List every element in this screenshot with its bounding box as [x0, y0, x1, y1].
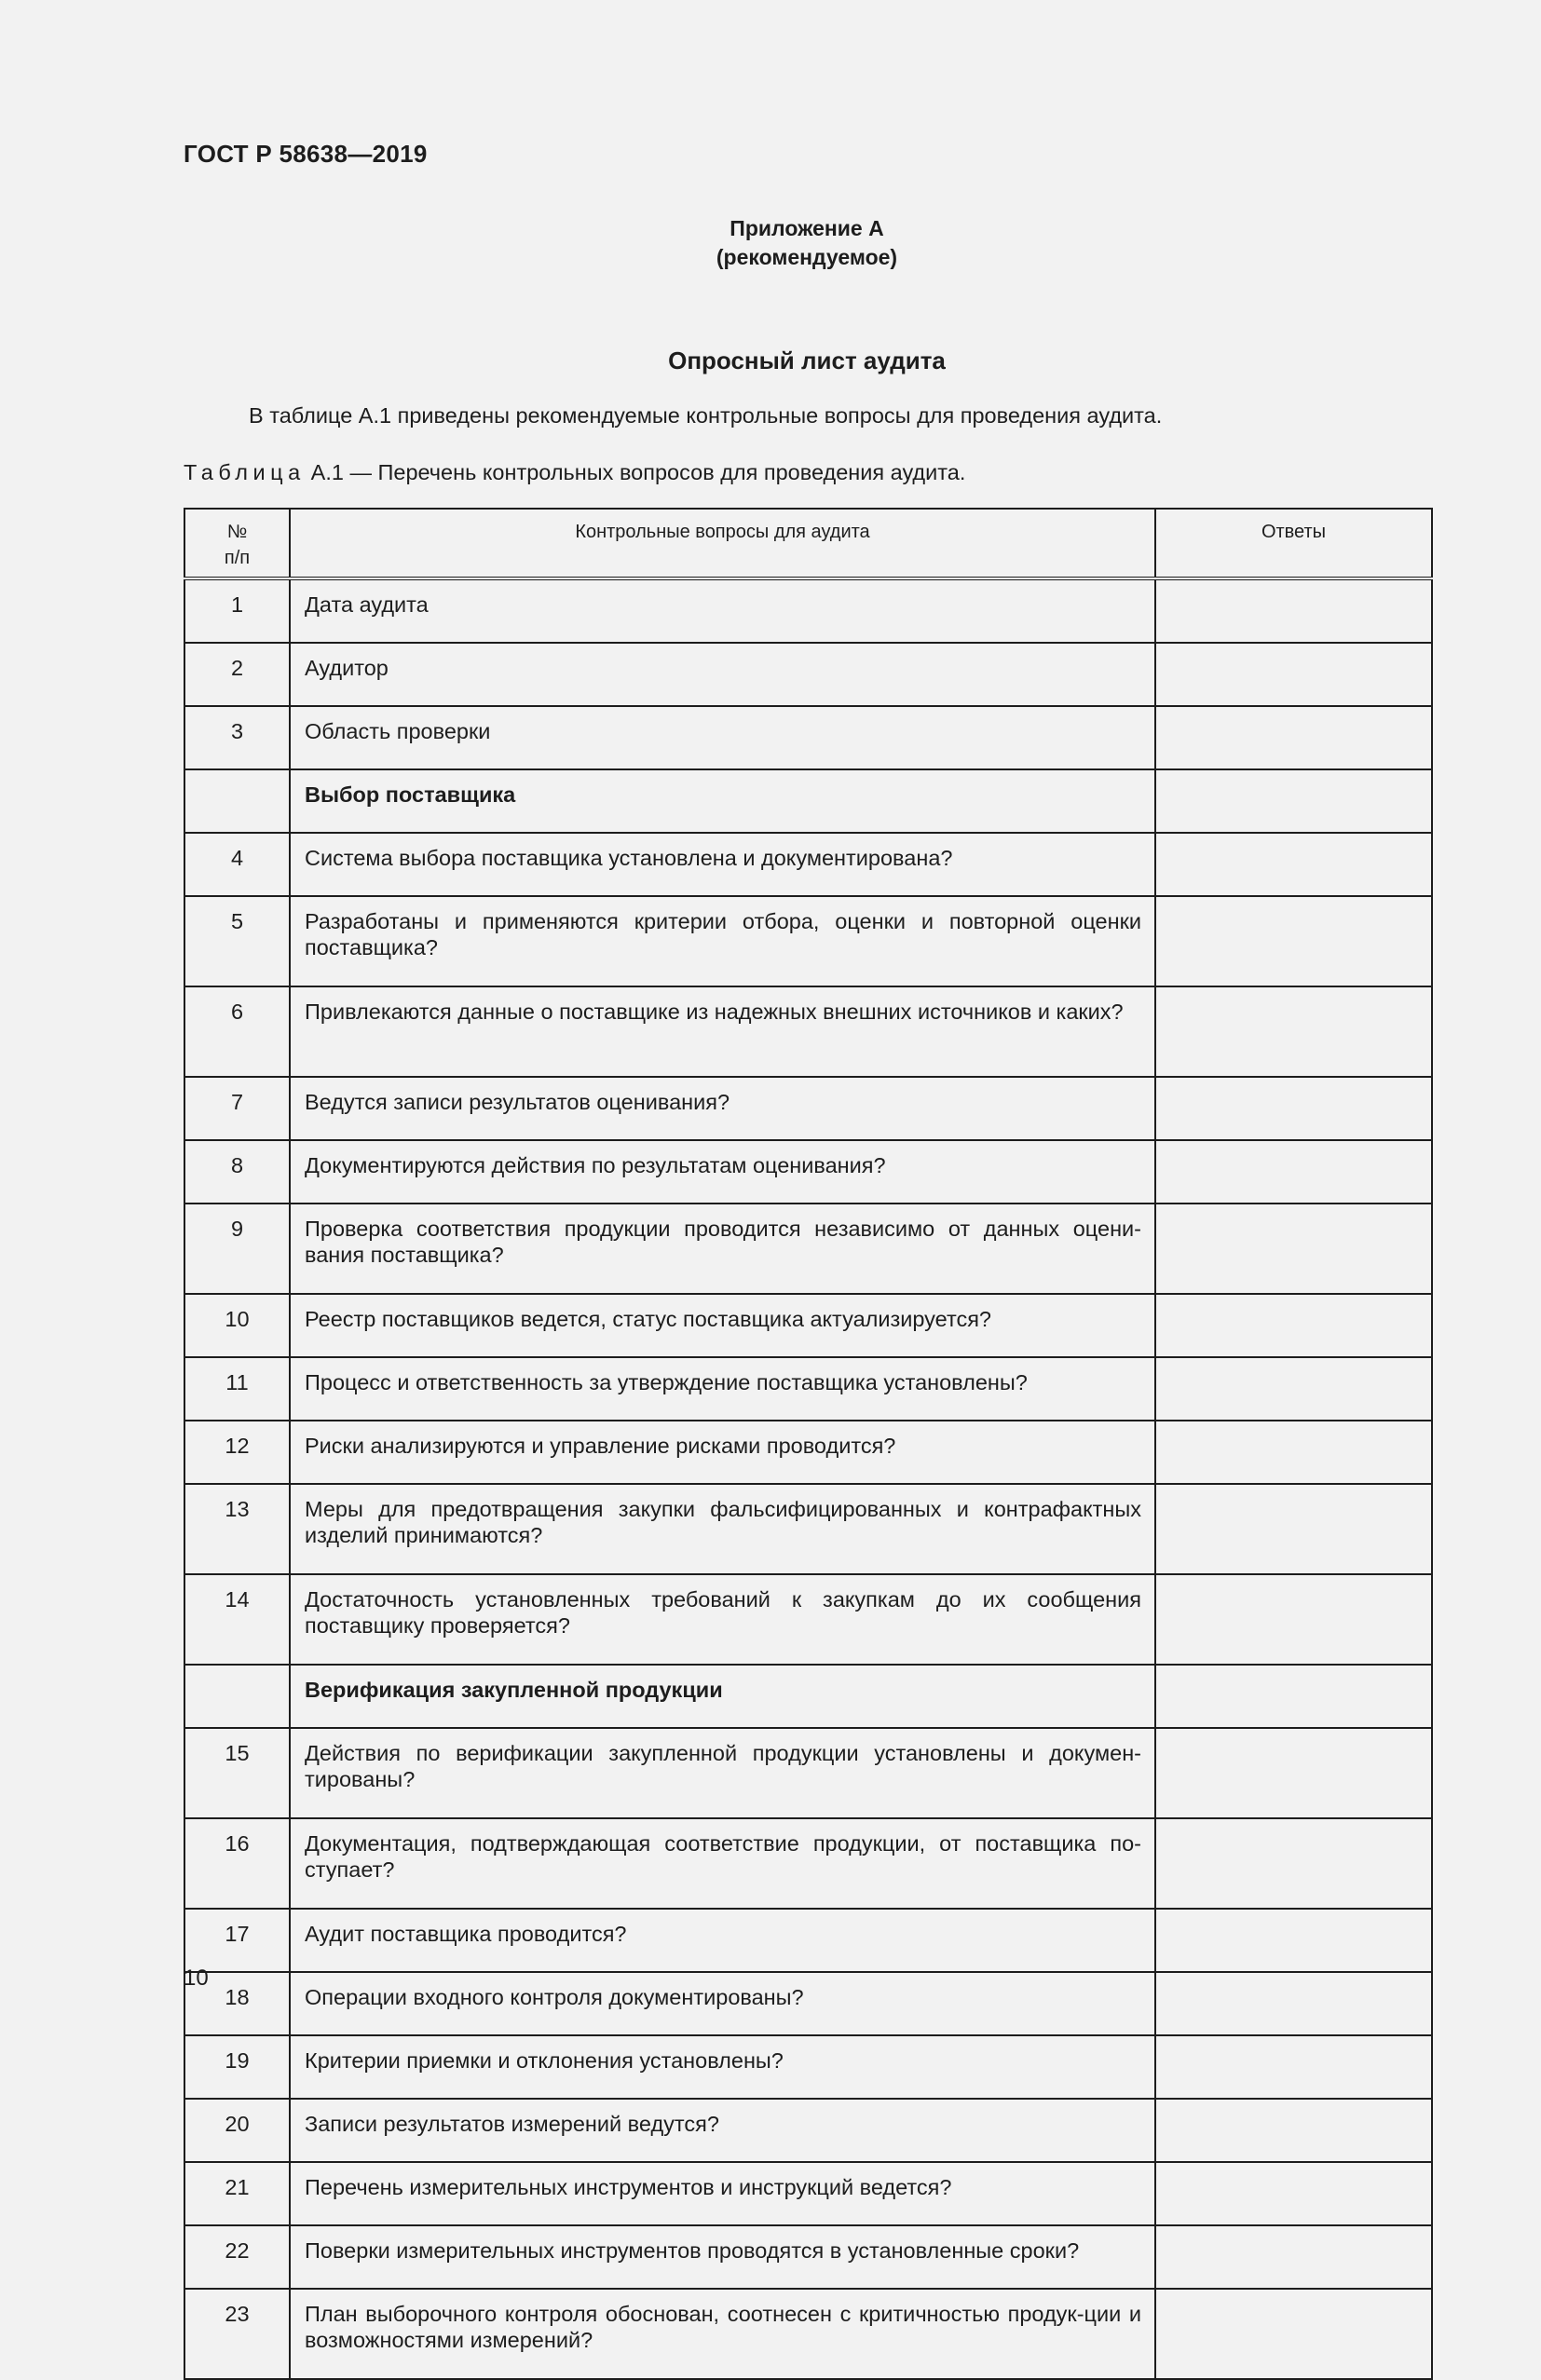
row-number: [184, 769, 290, 833]
appendix-subtitle: (рекомендуемое): [716, 245, 898, 269]
table-row: [184, 2099, 1432, 2162]
question-cell: Перечень измерительных инструментов и инструкций ведется?: [290, 2162, 1155, 2225]
audit-checklist-table: [184, 508, 1433, 2380]
answer-cell[interactable]: [1155, 1574, 1432, 1665]
answer-cell[interactable]: [1155, 2099, 1432, 2162]
answer-cell[interactable]: [1155, 1665, 1432, 1728]
answer-cell[interactable]: [1155, 1484, 1432, 1574]
section-heading-cell: Выбор поставщика: [290, 769, 1155, 833]
answer-cell[interactable]: [1155, 2225, 1432, 2289]
question-cell: Операции входного контроля документированы?: [290, 1972, 1155, 2035]
answer-cell[interactable]: [1155, 1421, 1432, 1484]
table-section-row: [184, 769, 1432, 833]
row-number: 3: [184, 706, 290, 769]
row-number: 20: [184, 2099, 290, 2162]
question-cell: Документируются действия по результатам оценивания?: [290, 1140, 1155, 1204]
question-cell: Разработаны и применяются критерии отбора, оценки и повторной оценки поставщика?: [290, 896, 1155, 986]
row-number: 7: [184, 1077, 290, 1140]
table-caption-word: Таблица: [184, 460, 306, 484]
question-cell: Записи результатов измерений ведутся?: [290, 2099, 1155, 2162]
table-row: [184, 1421, 1432, 1484]
section-heading-cell: Верификация закупленной продукции: [290, 1665, 1155, 1728]
answer-cell[interactable]: [1155, 2289, 1432, 2379]
row-number: 13: [184, 1484, 290, 1574]
question-cell: Аудитор: [290, 643, 1155, 706]
table-body: [184, 578, 1432, 2379]
answer-cell[interactable]: [1155, 1077, 1432, 1140]
page-number: 10: [184, 1965, 209, 1991]
intro-paragraph: В таблице А.1 приведены рекомендуемые контрольные вопросы для проведения аудита.: [249, 403, 1163, 428]
row-number: 10: [184, 1294, 290, 1357]
answer-cell[interactable]: [1155, 2035, 1432, 2099]
question-cell: Процесс и ответственность за утверждение поставщика установлены?: [290, 1357, 1155, 1421]
answer-cell[interactable]: [1155, 833, 1432, 896]
question-cell: Проверка соответствия продукции проводится независимо от данных оцени-вания поставщика?: [290, 1204, 1155, 1294]
table-row: [184, 2035, 1432, 2099]
table-row: [184, 1077, 1432, 1140]
table-row: [184, 643, 1432, 706]
answer-cell[interactable]: [1155, 1818, 1432, 1909]
table-row: [184, 2225, 1432, 2289]
question-cell: Привлекаются данные о поставщике из надежных внешних источников и каких?: [290, 986, 1155, 1077]
table-caption-text: А.1 — Перечень контрольных вопросов для проведения аудита.: [310, 460, 966, 484]
question-cell: План выборочного контроля обоснован, соотнесен с критичностью продук-ции и возможностями измерений?: [290, 2289, 1155, 2379]
answer-cell[interactable]: [1155, 1357, 1432, 1421]
row-number: 9: [184, 1204, 290, 1294]
question-cell: Система выбора поставщика установлена и документирована?: [290, 833, 1155, 896]
table-row: [184, 1140, 1432, 1204]
column-header-number-line2: п/п: [224, 548, 251, 568]
answer-cell[interactable]: [1155, 1972, 1432, 2035]
row-number: 1: [184, 578, 290, 643]
row-number: 2: [184, 643, 290, 706]
table-row: [184, 896, 1432, 986]
row-number: 14: [184, 1574, 290, 1665]
table-row: [184, 1574, 1432, 1665]
table-row: [184, 2289, 1432, 2379]
row-number: 16: [184, 1818, 290, 1909]
question-cell: Область проверки: [290, 706, 1155, 769]
question-cell: Аудит поставщика проводится?: [290, 1909, 1155, 1972]
question-cell: Документация, подтверждающая соответствие продукции, от поставщика по-ступает?: [290, 1818, 1155, 1909]
row-number: 6: [184, 986, 290, 1077]
table-row: [184, 1972, 1432, 2035]
table-row: [184, 1204, 1432, 1294]
table-row: [184, 2162, 1432, 2225]
answer-cell[interactable]: [1155, 1294, 1432, 1357]
question-cell: Риски анализируются и управление рисками проводится?: [290, 1421, 1155, 1484]
row-number: 23: [184, 2289, 290, 2379]
column-header-number: [184, 509, 290, 578]
column-header-answer: Ответы: [1155, 509, 1432, 578]
answer-cell[interactable]: [1155, 706, 1432, 769]
table-row: [184, 1357, 1432, 1421]
row-number: 21: [184, 2162, 290, 2225]
table-row: [184, 706, 1432, 769]
answer-cell[interactable]: [1155, 643, 1432, 706]
row-number: 8: [184, 1140, 290, 1204]
row-number: 11: [184, 1357, 290, 1421]
appendix-title: Приложение А: [730, 216, 884, 240]
appendix-heading: [0, 214, 1541, 272]
question-cell: Поверки измерительных инструментов проводятся в установленные сроки?: [290, 2225, 1155, 2289]
answer-cell[interactable]: [1155, 896, 1432, 986]
row-number: 19: [184, 2035, 290, 2099]
question-cell: Дата аудита: [290, 578, 1155, 643]
row-number: 18: [184, 1972, 290, 2035]
answer-cell[interactable]: [1155, 1728, 1432, 1818]
answer-cell[interactable]: [1155, 1909, 1432, 1972]
table-row: [184, 578, 1432, 643]
column-header-question: Контрольные вопросы для аудита: [290, 509, 1155, 578]
question-cell: Меры для предотвращения закупки фальсифицированных и контрафактных изделий принимаются?: [290, 1484, 1155, 1574]
answer-cell[interactable]: [1155, 769, 1432, 833]
row-number: 17: [184, 1909, 290, 1972]
answer-cell[interactable]: [1155, 1140, 1432, 1204]
table-row: [184, 1484, 1432, 1574]
question-cell: Ведутся записи результатов оценивания?: [290, 1077, 1155, 1140]
question-cell: Действия по верификации закупленной продукции установлены и докумен-тированы?: [290, 1728, 1155, 1818]
table-row: [184, 1728, 1432, 1818]
document-code: ГОСТ Р 58638—2019: [184, 140, 428, 168]
table-row: [184, 1909, 1432, 1972]
row-number: 12: [184, 1421, 290, 1484]
question-cell: Критерии приемки и отклонения установлены?: [290, 2035, 1155, 2099]
table-row: [184, 833, 1432, 896]
question-cell: Реестр поставщиков ведется, статус поставщика актуализируется?: [290, 1294, 1155, 1357]
table-row: [184, 1818, 1432, 1909]
question-cell: Достаточность установленных требований к закупкам до их сообщения поставщику проверяется?: [290, 1574, 1155, 1665]
row-number: 5: [184, 896, 290, 986]
row-number: [184, 1665, 290, 1728]
table-row: [184, 986, 1432, 1077]
table-header-row: [184, 509, 1432, 578]
answer-cell[interactable]: [1155, 986, 1432, 1077]
table-row: [184, 1294, 1432, 1357]
answer-cell[interactable]: [1155, 1204, 1432, 1294]
row-number: 15: [184, 1728, 290, 1818]
row-number: 22: [184, 2225, 290, 2289]
column-header-number-line1: №: [226, 522, 248, 542]
section-title: Опросный лист аудита: [668, 347, 946, 374]
table-section-row: [184, 1665, 1432, 1728]
row-number: 4: [184, 833, 290, 896]
answer-cell[interactable]: [1155, 578, 1432, 643]
table-caption: [184, 460, 965, 485]
answer-cell[interactable]: [1155, 2162, 1432, 2225]
